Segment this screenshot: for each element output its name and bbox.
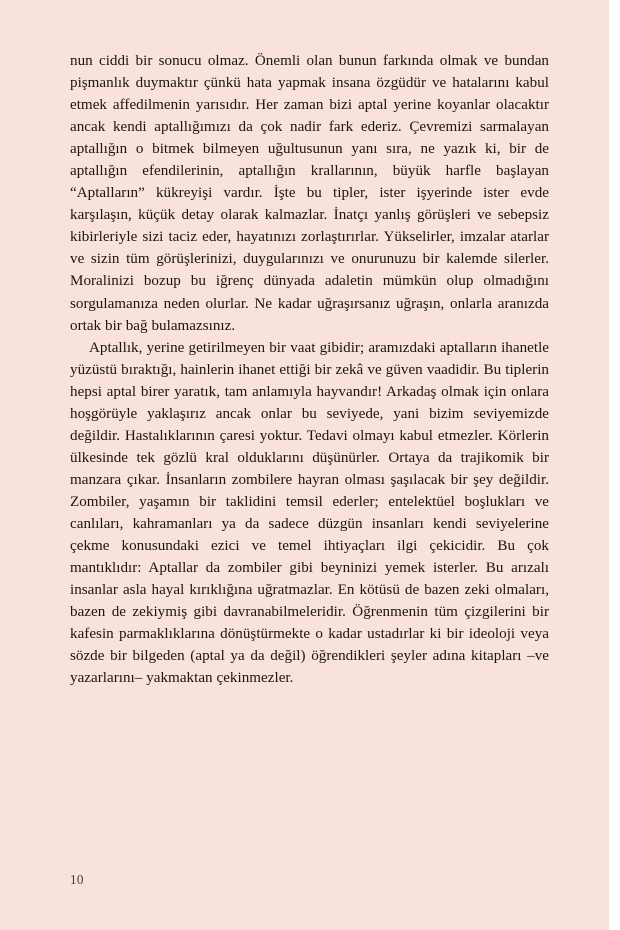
page-right-edge [609,0,620,930]
body-text-column [70,50,549,689]
page-number: 10 [70,872,84,887]
paragraph-2: Aptallık, yerine getirilmeyen bir vaat gibidir; aramızdaki aptalların ihanetle yüzüstü bıraktığı, hainlerin ihanet ettiği bir zekâ ve güven vaadidir. Bu tiplerin hepsi aptal birer yaratık, tam anlamıyla hayvandır! Arkadaş olmak için onlara hoşgörüyle yaklaşırız ancak onlar bu seviyede, yani bizim seviyemizde değildir. Hastalıklarının çaresi yoktur. Tedavi olmayı kabul etmezler. Körlerin ülkesinde tek gözlü kral olduklarını düşünürler. Ortaya da trajikomik bir manzara çıkar. İnsanların zombilere hayran olması şaşılacak bir şey değildir. Zombiler, yaşamın bir taklidini temsil ederler; entelektüel boşlukları ve canlıları, kahramanları ya da sadece düzgün insanları kendi seviyelerine çekme konusundaki ezici ve temel ihtiyaçları ilgi çekicidir. Bu çok mantıklıdır: Aptallar da zombiler gibi beyninizi yemek isterler. Bu arızalı insanlar asla hayal kırıklığına uğratmazlar. En kötüsü de bazen zeki olmaları, bazen de zekiymiş gibi davranabilmeleridir. Öğrenmenin tüm çizgilerini bir kafesin parmaklıklarına dönüştürmekte o kadar ustadırlar ki bir ideoloji veya sözde bir bilgeden (aptal ya da değil) öğrendikleri şeyler adına kitapları –ve yazarlarını– yakmaktan çekinmezler. [70,339,549,687]
paragraph-1: nun ciddi bir sonucu olmaz. Önemli olan bunun farkında olmak ve bundan pişmanlık duymaktır çünkü hata yapmak insana özgüdür ve hatalarını kabul etmek affedilmenin yarısıdır. Her zaman bizi aptal yerine koyanlar olacaktır ancak kendi aptallığımızı da çok nadir fark ederiz. Çevremizi sarmalayan aptallığın o bitmek bilmeyen uğultusunun yanı sıra, ne yazık ki, bir de aptallığın efendilerinin, aptallığın krallarının, büyük harfle başlayan “Aptalların” kükreyişi vardır. İşte bu tipler, ister işyerinde ister evde karşılaşın, küçük detay olarak kalmazlar. İnatçı yanlış görüşleri ve sebepsiz kibirleriyle sizi taciz eder, hayatınızı zorlaştırırlar. Yükselirler, imzalar atarlar ve sizin tüm görüşlerinizi, duygularınızı ve onurunuzu bir kalemde silerler. Moralinizi bozup bu iğrenç dünyada adaletin mümkün olup olmadığını sorgulamanıza neden olurlar. Ne kadar uğraşırsanız uğraşın, onlarla aranızda ortak bir bağ bulamazsınız. [70,53,549,334]
